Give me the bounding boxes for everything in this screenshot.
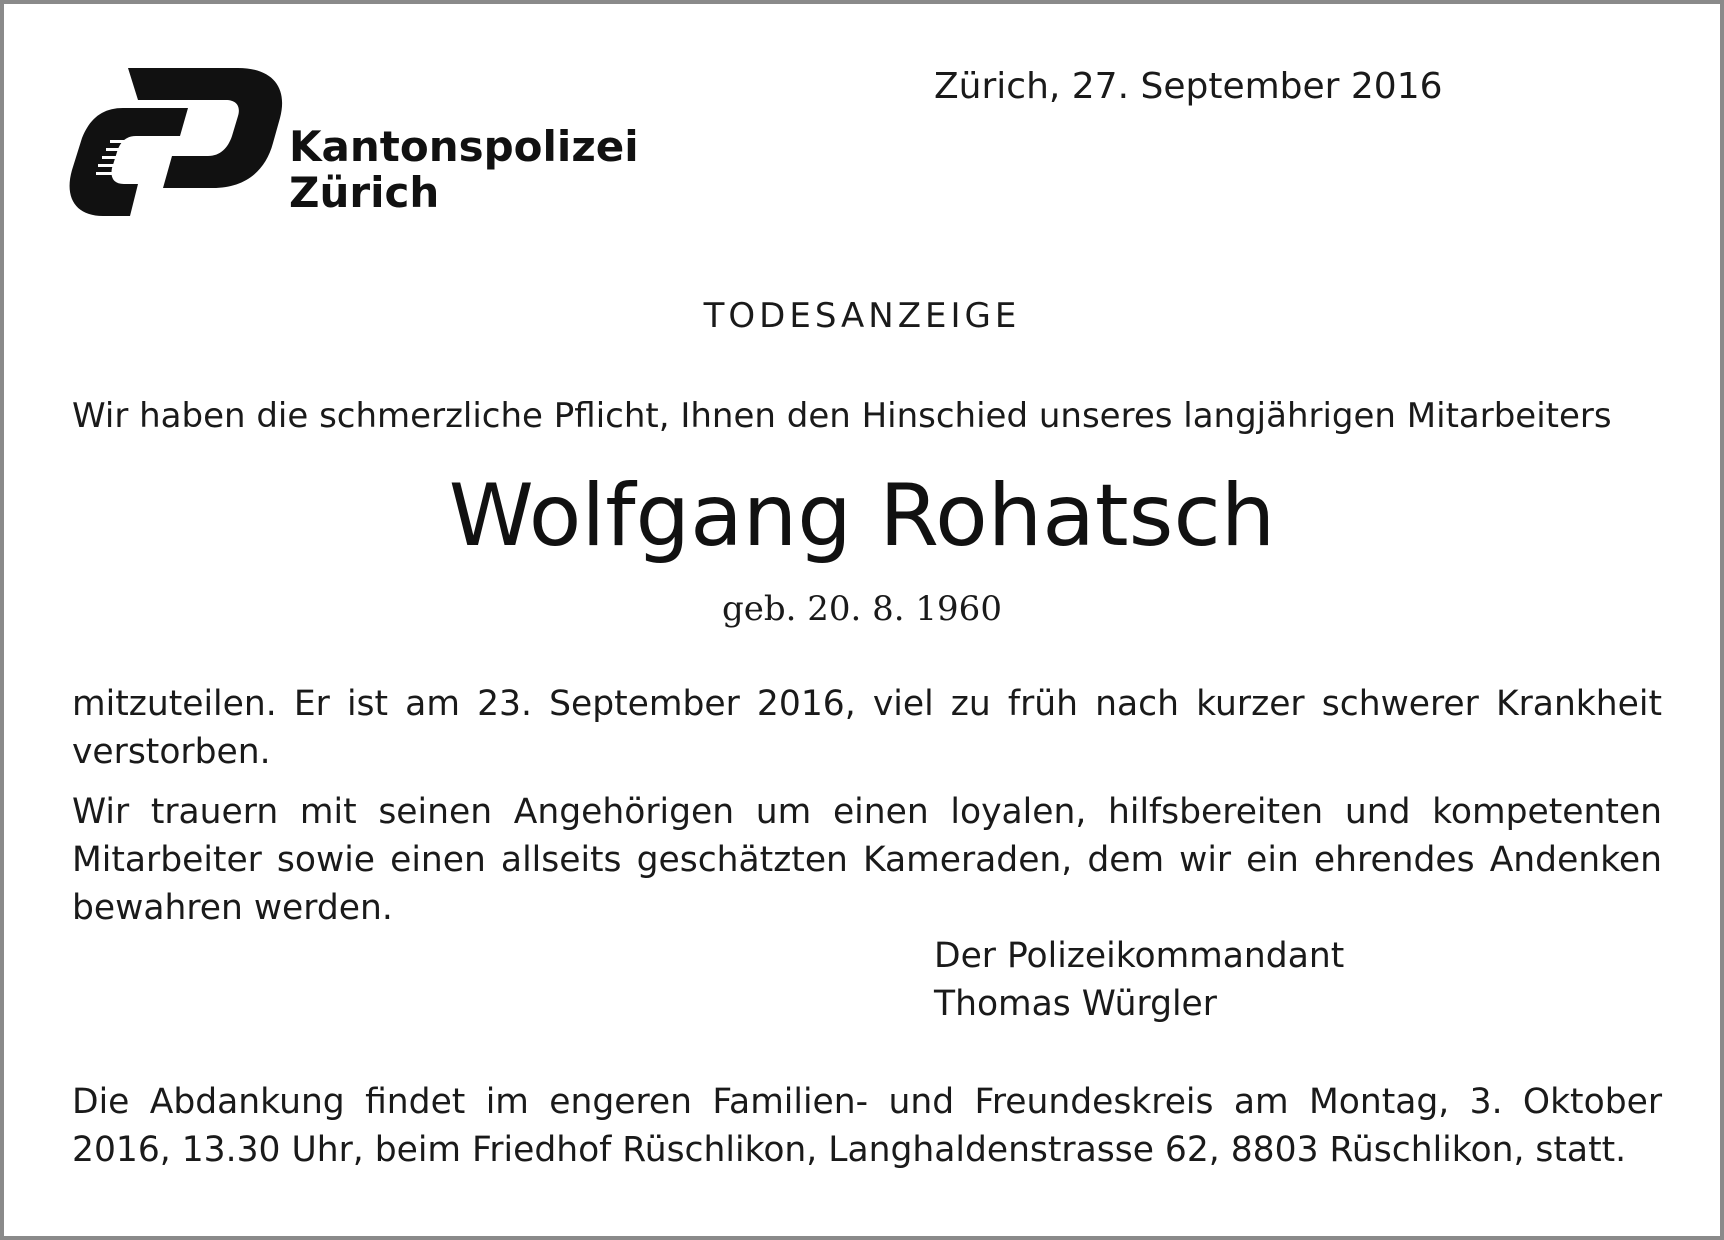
signer-name: Thomas Würgler — [934, 984, 1217, 1024]
ceremony-paragraph: Die Abdankung findet im engeren Familien- und Freundeskreis am Montag, 3. Oktober 2016, 13.30 Uhr, beim Friedhof Rüschlikon, Langhaldenstrasse 62, 8803 Rüschlikon, statt. — [72, 1082, 1662, 1170]
organization-name — [289, 124, 639, 216]
organization-line-1: Kantonspolizei — [289, 122, 639, 171]
death-paragraph: mitzuteilen. Er ist am 23. September 2016, viel zu früh nach kurzer schwerer Krankheit verstorben. — [72, 684, 1662, 772]
organization-line-2: Zürich — [289, 168, 440, 217]
notice-date: Zürich, 27. September 2016 — [934, 66, 1443, 107]
notice-heading: TODESANZEIGE — [703, 296, 1021, 336]
signer-title: Der Polizeikommandant — [934, 936, 1345, 976]
signature-block — [934, 932, 1344, 1028]
intro-text: Wir haben die schmerzliche Pflicht, Ihnen den Hinschied unseres langjährigen Mitarbeiters — [72, 396, 1612, 436]
deceased-name: Wolfgang Rohatsch — [448, 466, 1276, 566]
birth-date: geb. 20. 8. 1960 — [722, 589, 1002, 629]
kantonspolizei-logo-icon — [68, 68, 288, 216]
mourning-paragraph: Wir trauern mit seinen Angehörigen um einen loyalen, hilfsbereiten und kompetenten Mitarbeiter sowie einen allseits geschätzten Kameraden, dem wir ein ehrendes Andenken bewahren werden. — [72, 792, 1662, 928]
